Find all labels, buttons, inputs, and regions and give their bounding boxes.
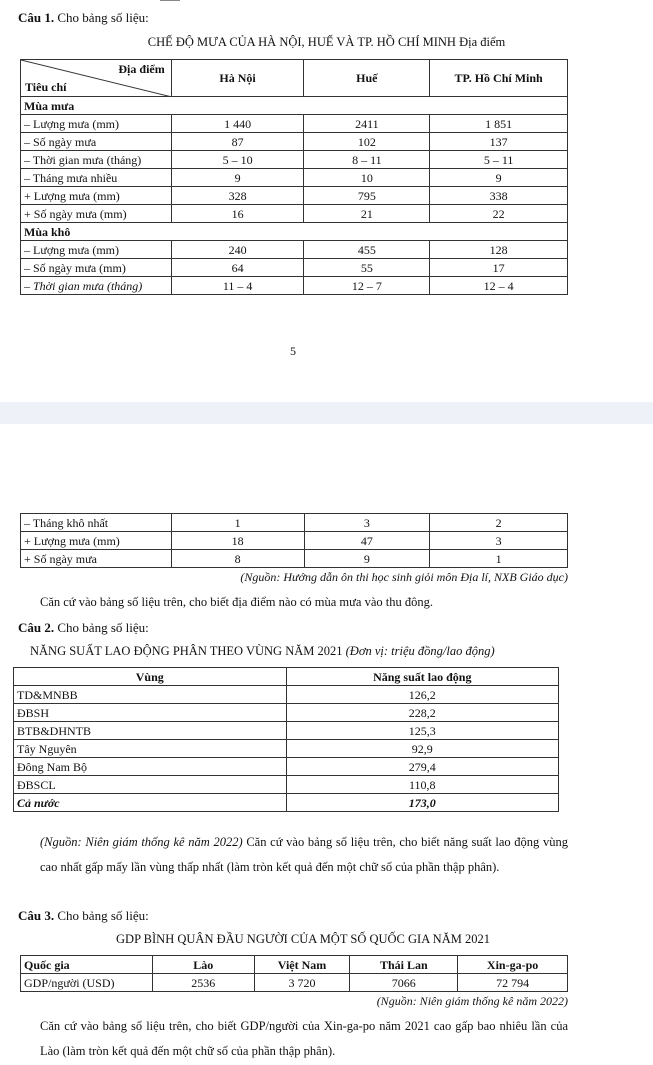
cell-hcm: 17	[430, 259, 568, 277]
cell-hue: 55	[304, 259, 430, 277]
cell-hcm: 338	[430, 187, 568, 205]
dry-season-label: Mùa khô	[21, 223, 568, 241]
cell-hcm: 128	[430, 241, 568, 259]
cell-hue: 21	[304, 205, 430, 223]
cell-hcm: 22	[430, 205, 568, 223]
cell-hanoi: 64	[171, 259, 304, 277]
table-row	[21, 514, 568, 532]
header-hcm: TP. Hồ Chí Minh	[430, 60, 568, 97]
row-name: – Số ngày mưa	[21, 133, 172, 151]
rainfall-table-continued	[20, 513, 568, 568]
cell-vietnam: 3 720	[254, 974, 350, 992]
row-name: + Lượng mưa (mm)	[21, 532, 172, 550]
q3-question: Căn cứ vào bảng số liệu trên, cho biết GDP/người của Xin-ga-po năm 2021 cao gấp bao nhiêu lần của Lào (làm tròn kết quả đến một chữ số của phần thập phân).	[40, 1019, 568, 1058]
cell-hcm: 137	[430, 133, 568, 151]
q2-heading	[18, 620, 149, 636]
table-row	[14, 704, 559, 722]
cell-value: 126,2	[286, 686, 558, 704]
rainy-season-row	[21, 97, 568, 115]
cell-hcm: 12 – 4	[430, 277, 568, 295]
cell-region: TD&MNBB	[14, 686, 287, 704]
cell-hcm: 1 851	[430, 115, 568, 133]
table-row	[21, 550, 568, 568]
row-name: – Thời gian mưa (tháng)	[21, 151, 172, 169]
header-country: Quốc gia	[21, 956, 153, 974]
cell-hue: 10	[304, 169, 430, 187]
cell-hanoi: 328	[171, 187, 304, 205]
table-header-row	[21, 60, 568, 97]
cell-value: 125,3	[286, 722, 558, 740]
corner-cell	[21, 60, 172, 97]
table-row	[21, 187, 568, 205]
q3-intro: Cho bảng số liệu:	[57, 908, 149, 923]
row-name: GDP/người (USD)	[21, 974, 153, 992]
table-row	[14, 686, 559, 704]
cell-region: ĐBSH	[14, 704, 287, 722]
cell-region-total: Cả nước	[14, 794, 287, 812]
page-break	[0, 402, 653, 424]
cell-hue: 9	[304, 550, 430, 568]
table-header-row	[14, 668, 559, 686]
q3-heading	[18, 908, 149, 924]
row-name: + Lượng mưa (mm)	[21, 187, 172, 205]
q2-table-title-line	[30, 644, 495, 659]
q1-question: Căn cứ vào bảng số liệu trên, cho biết địa điểm nào có mùa mưa vào thu đông.	[40, 595, 433, 609]
page-number: 5	[290, 344, 296, 358]
q2-unit: (Đơn vị: triệu đồng/lao động)	[345, 644, 495, 658]
table-row	[21, 169, 568, 187]
table-row	[21, 133, 568, 151]
q1-heading	[18, 10, 149, 26]
header-hue: Huế	[304, 60, 430, 97]
cell-hanoi: 8	[171, 550, 304, 568]
q3-label: Câu 3.	[18, 908, 55, 923]
header-criteria: Tiêu chí	[25, 80, 67, 94]
cell-hcm: 3	[430, 532, 568, 550]
cell-value: 228,2	[286, 704, 558, 722]
q2-label: Câu 2.	[18, 620, 55, 635]
cell-region: BTB&DHNTB	[14, 722, 287, 740]
table-row	[21, 974, 568, 992]
table-row	[21, 205, 568, 223]
total-row	[14, 794, 559, 812]
cell-hanoi: 240	[171, 241, 304, 259]
table-row	[21, 277, 568, 295]
row-name: – Thời gian mưa (tháng)	[21, 277, 172, 295]
cell-region: ĐBSCL	[14, 776, 287, 794]
cell-hanoi: 5 – 10	[171, 151, 304, 169]
cell-hanoi: 87	[171, 133, 304, 151]
header-region: Vùng	[14, 668, 287, 686]
table-row	[21, 259, 568, 277]
q3-table-title: GDP BÌNH QUÂN ĐẦU NGƯỜI CỦA MỘT SỐ QUỐC GIA NĂM 2021	[116, 932, 490, 946]
table-row	[14, 740, 559, 758]
row-name: + Số ngày mưa (mm)	[21, 205, 172, 223]
productivity-table	[13, 667, 559, 812]
cell-region: Đông Nam Bộ	[14, 758, 287, 776]
header-productivity: Năng suất lao động	[286, 668, 558, 686]
table-row	[21, 532, 568, 550]
q2-intro: Cho bảng số liệu:	[57, 620, 149, 635]
row-name: – Số ngày mưa (mm)	[21, 259, 172, 277]
row-name: – Tháng khô nhất	[21, 514, 172, 532]
header-thailand: Thái Lan	[350, 956, 458, 974]
cell-hanoi: 1	[171, 514, 304, 532]
table-header-row	[21, 956, 568, 974]
cell-hcm: 2	[430, 514, 568, 532]
cell-region: Tây Nguyên	[14, 740, 287, 758]
cell-hanoi: 1 440	[171, 115, 304, 133]
cell-value: 110,8	[286, 776, 558, 794]
header-location: Địa điểm	[118, 62, 165, 76]
table-row	[14, 776, 559, 794]
cell-hanoi: 9	[171, 169, 304, 187]
row-name: – Lượng mưa (mm)	[21, 115, 172, 133]
cell-hue: 3	[304, 514, 430, 532]
q2-source: (Nguồn: Niên giám thống kê năm 2022)	[40, 835, 243, 849]
top-rule	[160, 0, 180, 1]
cell-hue: 8 – 11	[304, 151, 430, 169]
table-row	[21, 115, 568, 133]
cell-singapore: 72 794	[458, 974, 568, 992]
cell-hcm: 5 – 11	[430, 151, 568, 169]
cell-hue: 455	[304, 241, 430, 259]
table-row	[21, 241, 568, 259]
gdp-table	[20, 955, 568, 992]
row-name: – Tháng mưa nhiều	[21, 169, 172, 187]
cell-thailand: 7066	[350, 974, 458, 992]
cell-hue: 102	[304, 133, 430, 151]
cell-hue: 47	[304, 532, 430, 550]
q2-table-title: NĂNG SUẤT LAO ĐỘNG PHÂN THEO VÙNG NĂM 2021	[30, 644, 343, 658]
header-laos: Lào	[152, 956, 254, 974]
table-row	[14, 722, 559, 740]
cell-hanoi: 18	[171, 532, 304, 550]
rainy-season-label: Mùa mưa	[21, 97, 568, 115]
cell-laos: 2536	[152, 974, 254, 992]
table-row	[14, 758, 559, 776]
header-hanoi: Hà Nội	[171, 60, 304, 97]
row-name: + Số ngày mưa	[21, 550, 172, 568]
cell-hue: 2411	[304, 115, 430, 133]
cell-value: 279,4	[286, 758, 558, 776]
cell-hanoi: 11 – 4	[171, 277, 304, 295]
q1-intro: Cho bảng số liệu:	[57, 10, 149, 25]
header-singapore: Xin-ga-po	[458, 956, 568, 974]
q2-body	[40, 830, 568, 880]
cell-value-total: 173,0	[286, 794, 558, 812]
row-name: – Lượng mưa (mm)	[21, 241, 172, 259]
cell-value: 92,9	[286, 740, 558, 758]
q1-table-title: CHẾ ĐỘ MƯA CỦA HÀ NỘI, HUẾ VÀ TP. HỒ CHÍ MINH Địa điểm	[147, 35, 506, 49]
cell-hue: 12 – 7	[304, 277, 430, 295]
rainfall-table	[20, 59, 568, 295]
q1-label: Câu 1.	[18, 10, 55, 25]
table-row	[21, 151, 568, 169]
cell-hcm: 1	[430, 550, 568, 568]
cell-hanoi: 16	[171, 205, 304, 223]
q3-source: (Nguồn: Niên giám thống kê năm 2022)	[376, 994, 568, 1008]
header-vietnam: Việt Nam	[254, 956, 350, 974]
dry-season-row	[21, 223, 568, 241]
cell-hue: 795	[304, 187, 430, 205]
q1-source: (Nguồn: Hướng dẫn ôn thi học sinh giỏi môn Địa lí, NXB Giáo dục)	[240, 570, 568, 584]
q2-question: Căn cứ vào bảng số liệu trên, cho biết năng suất lao động vùng cao nhất gấp mấy lần vùng thấp nhất (làm tròn kết quả đến một chữ số của phần thập phân).	[40, 835, 568, 874]
cell-hcm: 9	[430, 169, 568, 187]
